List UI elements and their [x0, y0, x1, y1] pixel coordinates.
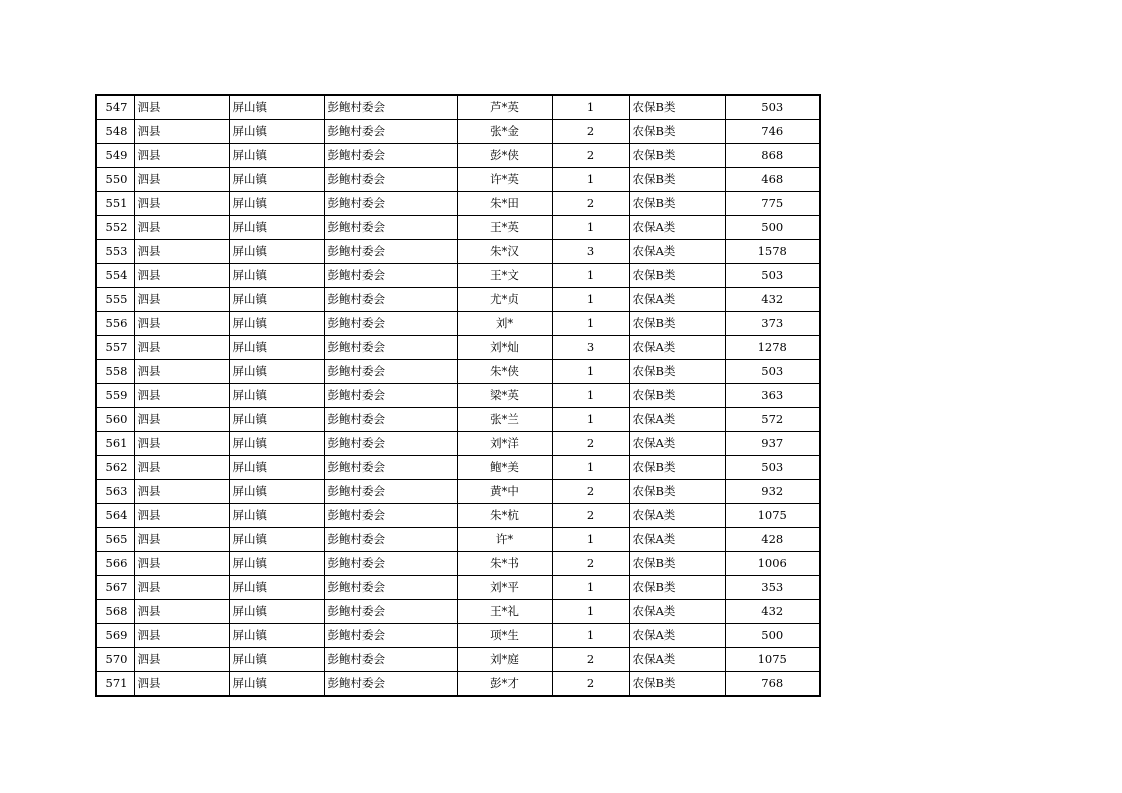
- town-cell: 屏山镇: [229, 456, 324, 480]
- village-cell: 彭鲍村委会: [324, 360, 457, 384]
- category-cell: 农保A类: [629, 240, 725, 264]
- table-row: [96, 504, 820, 528]
- category-cell: 农保A类: [629, 432, 725, 456]
- name-cell: 王*英: [457, 216, 552, 240]
- amount-cell: 1578: [725, 240, 820, 264]
- village-cell: 彭鲍村委会: [324, 168, 457, 192]
- table-row: [96, 192, 820, 216]
- category-cell: 农保B类: [629, 672, 725, 697]
- category-cell: 农保A类: [629, 648, 725, 672]
- county-cell: 泗县: [134, 240, 229, 264]
- town-cell: 屏山镇: [229, 672, 324, 697]
- category-cell: 农保B类: [629, 552, 725, 576]
- town-cell: 屏山镇: [229, 504, 324, 528]
- village-cell: 彭鲍村委会: [324, 95, 457, 120]
- row-number-cell: 568: [96, 600, 134, 624]
- name-cell: 彭*侠: [457, 144, 552, 168]
- row-number-cell: 551: [96, 192, 134, 216]
- village-cell: 彭鲍村委会: [324, 456, 457, 480]
- category-cell: 农保A类: [629, 528, 725, 552]
- row-number-cell: 557: [96, 336, 134, 360]
- row-number-cell: 566: [96, 552, 134, 576]
- name-cell: 许*英: [457, 168, 552, 192]
- name-cell: 梁*英: [457, 384, 552, 408]
- category-cell: 农保B类: [629, 168, 725, 192]
- table-row: [96, 552, 820, 576]
- amount-cell: 937: [725, 432, 820, 456]
- household-count-cell: 1: [552, 288, 629, 312]
- amount-cell: 363: [725, 384, 820, 408]
- amount-cell: 775: [725, 192, 820, 216]
- name-cell: 王*礼: [457, 600, 552, 624]
- household-count-cell: 3: [552, 336, 629, 360]
- county-cell: 泗县: [134, 144, 229, 168]
- row-number-cell: 549: [96, 144, 134, 168]
- table-row: [96, 360, 820, 384]
- category-cell: 农保B类: [629, 264, 725, 288]
- town-cell: 屏山镇: [229, 648, 324, 672]
- household-count-cell: 1: [552, 528, 629, 552]
- household-count-cell: 2: [552, 432, 629, 456]
- village-cell: 彭鲍村委会: [324, 144, 457, 168]
- name-cell: 朱*侠: [457, 360, 552, 384]
- household-count-cell: 1: [552, 168, 629, 192]
- table-row: [96, 384, 820, 408]
- household-count-cell: 2: [552, 120, 629, 144]
- row-number-cell: 565: [96, 528, 134, 552]
- table-row: [96, 144, 820, 168]
- amount-cell: 503: [725, 360, 820, 384]
- table-body: [96, 95, 820, 696]
- name-cell: 刘*庭: [457, 648, 552, 672]
- row-number-cell: 558: [96, 360, 134, 384]
- town-cell: 屏山镇: [229, 240, 324, 264]
- county-cell: 泗县: [134, 408, 229, 432]
- county-cell: 泗县: [134, 360, 229, 384]
- county-cell: 泗县: [134, 192, 229, 216]
- amount-cell: 468: [725, 168, 820, 192]
- name-cell: 彭*才: [457, 672, 552, 697]
- amount-cell: 353: [725, 576, 820, 600]
- county-cell: 泗县: [134, 95, 229, 120]
- table-row: [96, 600, 820, 624]
- table-row: [96, 648, 820, 672]
- category-cell: 农保B类: [629, 144, 725, 168]
- amount-cell: 868: [725, 144, 820, 168]
- county-cell: 泗县: [134, 432, 229, 456]
- village-cell: 彭鲍村委会: [324, 240, 457, 264]
- household-count-cell: 1: [552, 600, 629, 624]
- county-cell: 泗县: [134, 288, 229, 312]
- category-cell: 农保A类: [629, 288, 725, 312]
- town-cell: 屏山镇: [229, 95, 324, 120]
- table-row: [96, 576, 820, 600]
- county-cell: 泗县: [134, 168, 229, 192]
- amount-cell: 428: [725, 528, 820, 552]
- village-cell: 彭鲍村委会: [324, 120, 457, 144]
- household-count-cell: 2: [552, 552, 629, 576]
- category-cell: 农保B类: [629, 120, 725, 144]
- village-cell: 彭鲍村委会: [324, 192, 457, 216]
- amount-cell: 500: [725, 624, 820, 648]
- category-cell: 农保A类: [629, 600, 725, 624]
- name-cell: 朱*田: [457, 192, 552, 216]
- table-row: [96, 240, 820, 264]
- household-count-cell: 1: [552, 312, 629, 336]
- county-cell: 泗县: [134, 672, 229, 697]
- household-count-cell: 1: [552, 216, 629, 240]
- row-number-cell: 560: [96, 408, 134, 432]
- village-cell: 彭鲍村委会: [324, 528, 457, 552]
- village-cell: 彭鲍村委会: [324, 480, 457, 504]
- name-cell: 王*文: [457, 264, 552, 288]
- row-number-cell: 569: [96, 624, 134, 648]
- village-cell: 彭鲍村委会: [324, 336, 457, 360]
- amount-cell: 503: [725, 264, 820, 288]
- row-number-cell: 563: [96, 480, 134, 504]
- table-row: [96, 624, 820, 648]
- row-number-cell: 556: [96, 312, 134, 336]
- name-cell: 许*: [457, 528, 552, 552]
- town-cell: 屏山镇: [229, 480, 324, 504]
- row-number-cell: 550: [96, 168, 134, 192]
- county-cell: 泗县: [134, 504, 229, 528]
- county-cell: 泗县: [134, 336, 229, 360]
- county-cell: 泗县: [134, 312, 229, 336]
- category-cell: 农保B类: [629, 456, 725, 480]
- amount-cell: 932: [725, 480, 820, 504]
- county-cell: 泗县: [134, 648, 229, 672]
- amount-cell: 432: [725, 600, 820, 624]
- county-cell: 泗县: [134, 120, 229, 144]
- name-cell: 尤*贞: [457, 288, 552, 312]
- household-count-cell: 1: [552, 408, 629, 432]
- row-number-cell: 562: [96, 456, 134, 480]
- table-row: [96, 95, 820, 120]
- town-cell: 屏山镇: [229, 144, 324, 168]
- name-cell: 刘*平: [457, 576, 552, 600]
- name-cell: 鲍*美: [457, 456, 552, 480]
- village-cell: 彭鲍村委会: [324, 264, 457, 288]
- village-cell: 彭鲍村委会: [324, 288, 457, 312]
- county-cell: 泗县: [134, 264, 229, 288]
- category-cell: 农保A类: [629, 504, 725, 528]
- table-row: [96, 264, 820, 288]
- household-count-cell: 2: [552, 648, 629, 672]
- household-count-cell: 3: [552, 240, 629, 264]
- town-cell: 屏山镇: [229, 336, 324, 360]
- county-cell: 泗县: [134, 576, 229, 600]
- table-row: [96, 456, 820, 480]
- village-cell: 彭鲍村委会: [324, 504, 457, 528]
- household-count-cell: 1: [552, 624, 629, 648]
- table-row: [96, 312, 820, 336]
- row-number-cell: 553: [96, 240, 134, 264]
- town-cell: 屏山镇: [229, 216, 324, 240]
- household-count-cell: 1: [552, 95, 629, 120]
- category-cell: 农保B类: [629, 576, 725, 600]
- amount-cell: 1278: [725, 336, 820, 360]
- row-number-cell: 548: [96, 120, 134, 144]
- name-cell: 刘*: [457, 312, 552, 336]
- table-row: [96, 288, 820, 312]
- amount-cell: 746: [725, 120, 820, 144]
- amount-cell: 572: [725, 408, 820, 432]
- village-cell: 彭鲍村委会: [324, 312, 457, 336]
- village-cell: 彭鲍村委会: [324, 576, 457, 600]
- category-cell: 农保A类: [629, 216, 725, 240]
- row-number-cell: 561: [96, 432, 134, 456]
- town-cell: 屏山镇: [229, 624, 324, 648]
- amount-cell: 768: [725, 672, 820, 697]
- category-cell: 农保B类: [629, 384, 725, 408]
- row-number-cell: 567: [96, 576, 134, 600]
- row-number-cell: 554: [96, 264, 134, 288]
- village-cell: 彭鲍村委会: [324, 600, 457, 624]
- town-cell: 屏山镇: [229, 360, 324, 384]
- county-cell: 泗县: [134, 216, 229, 240]
- amount-cell: 503: [725, 456, 820, 480]
- town-cell: 屏山镇: [229, 168, 324, 192]
- amount-cell: 1006: [725, 552, 820, 576]
- table-row: [96, 216, 820, 240]
- town-cell: 屏山镇: [229, 576, 324, 600]
- town-cell: 屏山镇: [229, 432, 324, 456]
- name-cell: 刘*灿: [457, 336, 552, 360]
- row-number-cell: 547: [96, 95, 134, 120]
- town-cell: 屏山镇: [229, 264, 324, 288]
- category-cell: 农保A类: [629, 624, 725, 648]
- village-cell: 彭鲍村委会: [324, 408, 457, 432]
- household-count-cell: 2: [552, 144, 629, 168]
- row-number-cell: 564: [96, 504, 134, 528]
- amount-cell: 500: [725, 216, 820, 240]
- amount-cell: 432: [725, 288, 820, 312]
- row-number-cell: 559: [96, 384, 134, 408]
- village-cell: 彭鲍村委会: [324, 648, 457, 672]
- table-row: [96, 432, 820, 456]
- village-cell: 彭鲍村委会: [324, 432, 457, 456]
- name-cell: 朱*汉: [457, 240, 552, 264]
- amount-cell: 373: [725, 312, 820, 336]
- household-count-cell: 2: [552, 480, 629, 504]
- county-cell: 泗县: [134, 528, 229, 552]
- village-cell: 彭鲍村委会: [324, 552, 457, 576]
- town-cell: 屏山镇: [229, 600, 324, 624]
- town-cell: 屏山镇: [229, 120, 324, 144]
- county-cell: 泗县: [134, 624, 229, 648]
- village-cell: 彭鲍村委会: [324, 384, 457, 408]
- category-cell: 农保B类: [629, 360, 725, 384]
- name-cell: 芦*英: [457, 95, 552, 120]
- data-table: [95, 94, 821, 697]
- row-number-cell: 552: [96, 216, 134, 240]
- household-count-cell: 1: [552, 456, 629, 480]
- town-cell: 屏山镇: [229, 384, 324, 408]
- amount-cell: 1075: [725, 504, 820, 528]
- name-cell: 朱*杭: [457, 504, 552, 528]
- table-row: [96, 408, 820, 432]
- village-cell: 彭鲍村委会: [324, 624, 457, 648]
- household-count-cell: 1: [552, 576, 629, 600]
- county-cell: 泗县: [134, 600, 229, 624]
- row-number-cell: 571: [96, 672, 134, 697]
- household-count-cell: 2: [552, 192, 629, 216]
- table-row: [96, 480, 820, 504]
- town-cell: 屏山镇: [229, 288, 324, 312]
- amount-cell: 503: [725, 95, 820, 120]
- county-cell: 泗县: [134, 552, 229, 576]
- household-count-cell: 1: [552, 264, 629, 288]
- town-cell: 屏山镇: [229, 312, 324, 336]
- household-count-cell: 1: [552, 360, 629, 384]
- household-count-cell: 2: [552, 672, 629, 697]
- category-cell: 农保B类: [629, 192, 725, 216]
- row-number-cell: 555: [96, 288, 134, 312]
- name-cell: 张*兰: [457, 408, 552, 432]
- village-cell: 彭鲍村委会: [324, 216, 457, 240]
- town-cell: 屏山镇: [229, 192, 324, 216]
- category-cell: 农保A类: [629, 408, 725, 432]
- category-cell: 农保A类: [629, 336, 725, 360]
- row-number-cell: 570: [96, 648, 134, 672]
- category-cell: 农保B类: [629, 480, 725, 504]
- county-cell: 泗县: [134, 456, 229, 480]
- category-cell: 农保B类: [629, 312, 725, 336]
- table-row: [96, 168, 820, 192]
- household-count-cell: 1: [552, 384, 629, 408]
- table-row: [96, 528, 820, 552]
- name-cell: 朱*书: [457, 552, 552, 576]
- name-cell: 刘*洋: [457, 432, 552, 456]
- table-row: [96, 672, 820, 697]
- county-cell: 泗县: [134, 480, 229, 504]
- category-cell: 农保B类: [629, 95, 725, 120]
- name-cell: 项*生: [457, 624, 552, 648]
- amount-cell: 1075: [725, 648, 820, 672]
- table-row: [96, 120, 820, 144]
- household-count-cell: 2: [552, 504, 629, 528]
- table-row: [96, 336, 820, 360]
- county-cell: 泗县: [134, 384, 229, 408]
- name-cell: 张*金: [457, 120, 552, 144]
- town-cell: 屏山镇: [229, 528, 324, 552]
- town-cell: 屏山镇: [229, 408, 324, 432]
- town-cell: 屏山镇: [229, 552, 324, 576]
- village-cell: 彭鲍村委会: [324, 672, 457, 697]
- name-cell: 黄*中: [457, 480, 552, 504]
